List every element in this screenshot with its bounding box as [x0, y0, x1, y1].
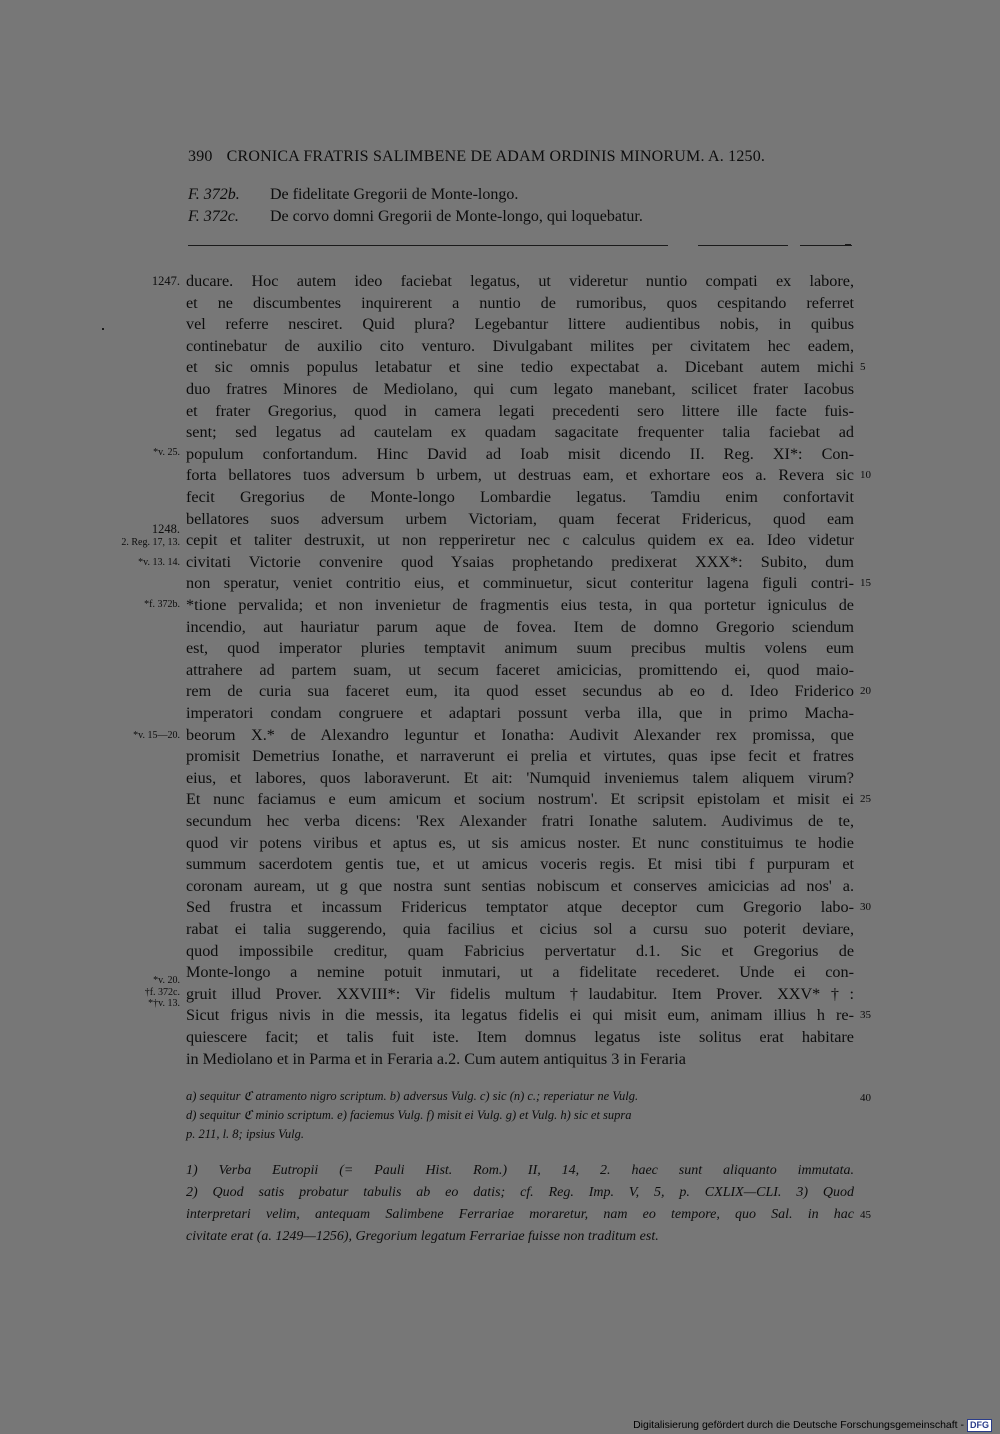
line-number: 35	[860, 1009, 871, 1022]
footnote-line: civitate erat (a. 1249—1256), Gregorium legatum Ferrariae fuisse non traditum est.	[186, 1229, 659, 1244]
text-line: continebatur de auxilio cito venturo. Divulgabant milites per civitatem hec eadem,	[186, 336, 854, 355]
margin-verse-ref: *v. 25.	[153, 447, 180, 458]
footnote-line: interpretari velim, antequam Salimbene Ferrariae moraretur, nam eo tempore, quo Sal. in hac	[186, 1207, 854, 1222]
text-line: summum sacerdotem gentis tue, et ut amicus voceris regis. Et misi tibi f purpuram et	[186, 855, 854, 874]
text-line: imperatori condam congruere et adaptari possunt verba illa, que in primo Macha-	[186, 704, 854, 722]
section-divider	[188, 245, 852, 246]
chapter-contents	[188, 186, 828, 230]
critical-apparatus	[186, 1087, 854, 1144]
toc-title: De fidelitate Gregorii de Monte-longo.	[270, 186, 519, 203]
toc-entry	[188, 208, 828, 230]
text-line: gruit illud Prover. XXVIII*: Vir fidelis multum †laudabitur. Item Prover. XXV*†:	[186, 984, 854, 1003]
footnotes	[186, 1160, 854, 1248]
scan-speck	[102, 328, 104, 330]
text-line: *tione pervalida; et non invenietur de fragmentis eius testa, in qua portetur igniculus de	[186, 596, 854, 614]
margin-folio-ref: †f. 372c.	[144, 987, 180, 998]
text-line: Sicut frigus nivis in die messis, ita legatus fidelis ei qui misit eum, animam illius h re-	[186, 1006, 854, 1025]
text-line: beorum X.* de Alexandro leguntur et Ionatha: Audivit Alexander rex promissa, que	[186, 725, 854, 744]
line-number: 5	[860, 361, 866, 374]
digitization-credit	[633, 1418, 992, 1432]
text-line: rem de curia sua faceret eum, ita quod esset secundus ab eo d. Ideo Friderico	[186, 682, 854, 701]
apparatus-line: a) sequitur ℭ atramento nigro scriptum. b) adversus Vulg. c) sic (n) c.; reperiatur ne Vulg.	[186, 1089, 639, 1103]
text-line: in Mediolano et in Parma et in Feraria a.2. Cum autem antiquitus 3 in Feraria	[186, 1049, 686, 1068]
apparatus-line: d) sequitur ℭ minio scriptum. e) faciemus Vulg. f) misit ei Vulg. g) et Vulg. h) sic et supra	[186, 1108, 632, 1122]
text-line: rabat ei talia suggerendo, quia facilius et cicius sol a cursu suo poterit deviare,	[186, 920, 854, 938]
running-title: CRONICA FRATRIS SALIMBENE DE ADAM ORDINIS MINORUM. A. 1250.	[226, 148, 766, 165]
margin-year: 1247.	[151, 274, 180, 288]
margin-verse-ref: *v. 15—20.	[133, 730, 180, 741]
margin-year: 1248.	[151, 522, 180, 536]
text-line: attrahere ad partem suam, ut secum faceret amicicias, promittendo ei, quod maio-	[186, 660, 854, 679]
text-line: coronam auream, ut g que nostra sunt sentias nobiscum et conserves amicicias ad nos' a.	[186, 876, 854, 895]
text-line: civitati Victorie convenire quod Ysaias prophetando predixerat XXX*: Subito, dum	[186, 552, 854, 571]
margin-verse-ref: *v. 20.	[153, 975, 180, 986]
scan-speck	[845, 244, 851, 246]
toc-folio-ref: F. 372c.	[188, 208, 239, 225]
text-line: eius, et labores, quos laboraverunt. Et ait: 'Numquid inveniemus talem aliquem virum?	[186, 768, 854, 787]
text-line: est, quod imperator pluries temptavit animum suum precibus multis volens eum	[186, 639, 854, 658]
text-line: Sed frustra et incassum Fridericus temptator atque deceptor cum Gregorio labo-	[186, 898, 854, 917]
toc-folio-ref: F. 372b.	[188, 186, 240, 203]
text-line: non speratur, veniet contritio eius, et comminuetur, sicut conteritur lagena figuli contri-	[186, 574, 854, 593]
text-line: sent; sed legatus ad cautelam ex quadam sagacitate frequenter talia faciebat ad	[186, 423, 854, 442]
margin-folio-ref: *f. 372b.	[144, 599, 180, 610]
line-number: 25	[860, 793, 871, 806]
line-number: 15	[860, 577, 871, 590]
text-line: ducare. Hoc autem ideo faciebat legatus, ut videretur nuntio compati ex labore,	[186, 272, 854, 290]
text-line: promisit Demetrius Ionathe, et narraverunt ei prelia et virtutes, quas ipse fecit et fratres	[186, 747, 854, 766]
line-number: 20	[860, 685, 871, 698]
text-line: duo fratres Minores de Mediolano, qui cum legato manebant, scilicet frater Iacobus	[186, 380, 854, 398]
footnote-line: 2) Quod satis probatur tabulis ab eo datis; cf. Reg. Imp. V, 5, p. CXLIX—CLI. 3) Quod	[186, 1185, 854, 1200]
text-line: et ne discumbentes inquirerent a nuntio de rumoribus, quos cespitando referret	[186, 293, 854, 312]
margin-verse-ref: *†v. 13.	[148, 998, 180, 1009]
text-line: secundum hec verba dicens: 'Rex Alexander fratri Ionathe salutem. Audivimus de te,	[186, 812, 854, 830]
text-line: et frater Gregorius, quod in camera legati precedenti sero littere ille facte fuis-	[186, 401, 854, 420]
text-line: populum confortandum. Hinc David ad Ioab misit dicendo II. Reg. XI*: Con-	[186, 444, 854, 463]
running-header	[188, 148, 828, 166]
text-line: quod impossibile creditur, quam Fabricius pervertatur d.1. Sic et Gregorius de	[186, 941, 854, 960]
apparatus-line: p. 211, l. 8; ipsius Vulg.	[186, 1127, 304, 1141]
text-line: cepit et taliter destruxit, ut non repperiretur nec c calculus quidem ex ea. Ideo videtur	[186, 531, 854, 550]
line-number: 45	[860, 1209, 871, 1221]
margin-verse-ref: *v. 13. 14.	[138, 557, 180, 568]
text-line: quod vir potens viribus et aptus es, ut sis amicus noster. Et nunc constituimus te hodie	[186, 833, 854, 852]
text-line: Monte-longo a nemine potuit inmutari, ut a fidelitate recederet. Unde ei con-	[186, 963, 854, 982]
text-line: quiescere facit; et talis fuit iste. Item domnus legatus iste solitus erat habitare	[186, 1028, 854, 1046]
line-number: 40	[860, 1092, 871, 1104]
text-line: incendio, aut hauriatur parum aque de fovea. Item de domno Gregorio sciendum	[186, 617, 854, 636]
text-line: vel referre nesciret. Quid plura? Legebantur littere audientibus nobis, in quibus	[186, 315, 854, 334]
text-line: Et nunc faciamus e eum amicum et socium nostrum'. Et scripsit epistolam et misit ei	[186, 790, 854, 809]
text-line: fecit Gregorius de Monte-longo Lombardie legatus. Tamdiu enim confortavit	[186, 488, 854, 506]
line-number: 30	[860, 901, 871, 914]
credit-text: Digitalisierung gefördert durch die Deutsche Forschungsgemeinschaft -	[633, 1419, 964, 1431]
margin-bible-ref: 2. Reg. 17, 13.	[121, 537, 180, 548]
toc-entry	[188, 186, 828, 208]
dfg-logo: DFG	[967, 1419, 992, 1432]
line-number: 10	[860, 469, 871, 482]
footnote-line: 1) Verba Eutropii (= Pauli Hist. Rom.) II, 14, 2. haec sunt aliquanto immutata.	[186, 1163, 854, 1178]
text-line: et sic omnis populus letabatur et sine tedio expectabat a. Dicebant autem michi	[186, 358, 854, 377]
page-number: 390	[188, 148, 213, 165]
text-line: forta bellatores tuos adversum b urbem, ut destruas eam, et exhortare eos a. Revera sic	[186, 466, 854, 485]
text-line: bellatores suos adversum urbem Victoriam, quam fecerat Fridericus, quod eam	[186, 509, 854, 528]
toc-title: De corvo domni Gregorii de Monte-longo, qui loquebatur.	[270, 208, 643, 225]
